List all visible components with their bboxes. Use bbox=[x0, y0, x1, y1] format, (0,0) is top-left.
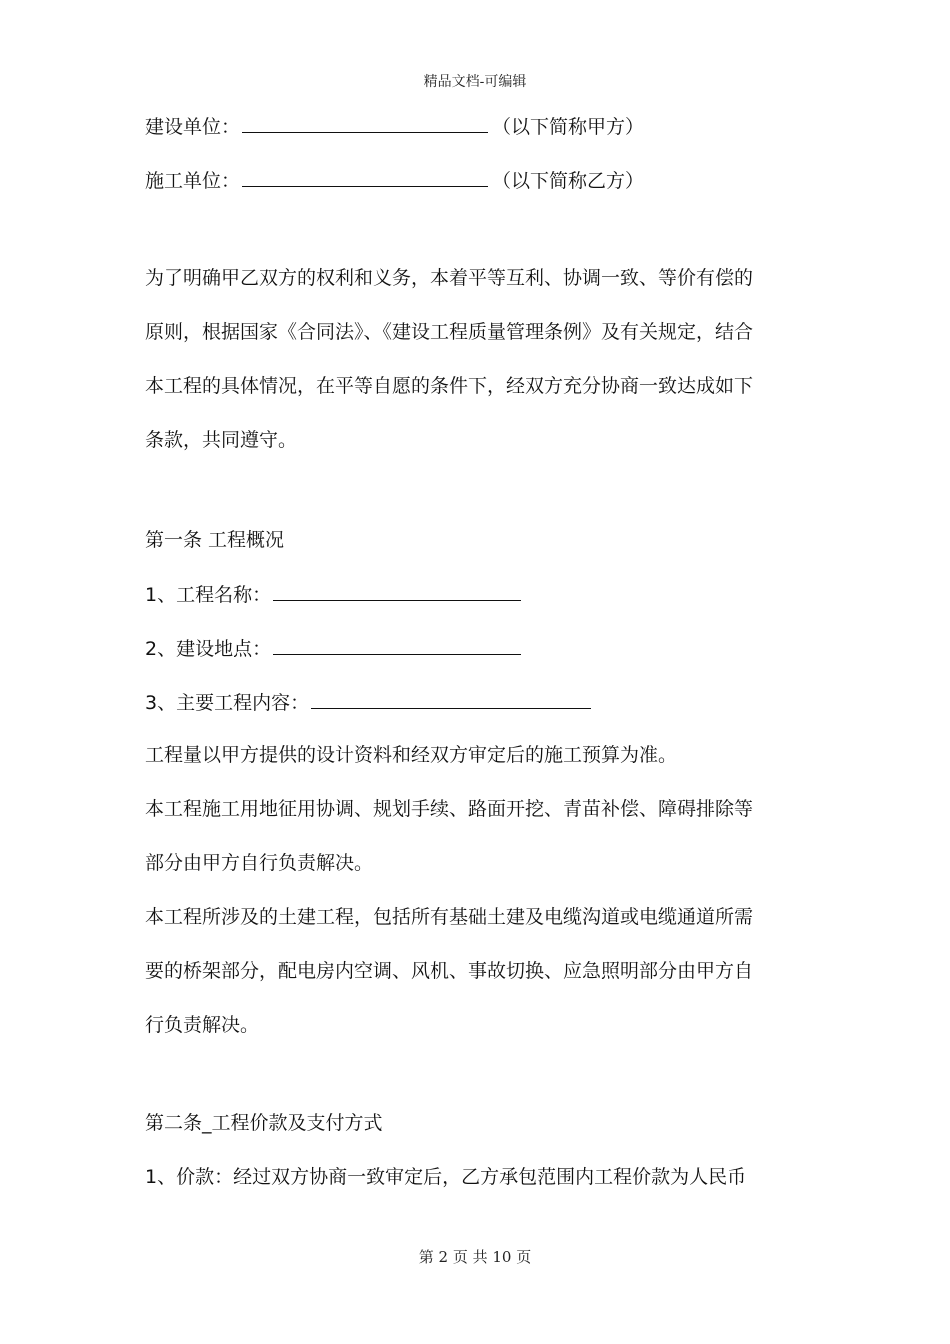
civil-works-paragraph-line: 本工程所涉及的土建工程，包括所有基础土建及电缆沟道或电缆通道所需 bbox=[145, 906, 754, 928]
preamble-line: 为了明确甲乙双方的权利和义务，本着平等互利、协调一致、等价有偿的 bbox=[145, 267, 754, 289]
land-use-paragraph-line: 本工程施工用地征用协调、规划手续、路面开挖、青苗补偿、障碍排除等 bbox=[145, 798, 754, 820]
price-line: 1、价款：经过双方协商一致审定后，乙方承包范围内工程价款为人民币 bbox=[145, 1166, 747, 1188]
builder-note: （以下简称甲方） bbox=[492, 116, 645, 138]
main-content-blank[interactable] bbox=[311, 690, 591, 709]
land-use-paragraph-line: 部分由甲方自行负责解决。 bbox=[145, 852, 374, 874]
civil-works-paragraph-line: 行负责解决。 bbox=[145, 1014, 260, 1036]
quantity-paragraph: 工程量以甲方提供的设计资料和经双方审定后的施工预算为准。 bbox=[145, 744, 678, 766]
site-location-line bbox=[145, 636, 525, 661]
site-location-blank[interactable] bbox=[273, 636, 521, 655]
page-footer: 第 2 页 共 10 页 bbox=[418, 1248, 532, 1266]
civil-works-paragraph-line: 要的桥架部分，配电房内空调、风机、事故切换、应急照明部分由甲方自 bbox=[145, 960, 754, 982]
builder-blank[interactable] bbox=[242, 114, 488, 133]
builder-label: 建设单位： bbox=[145, 116, 241, 138]
preamble-line: 条款，共同遵守。 bbox=[145, 429, 298, 451]
contractor-blank[interactable] bbox=[242, 168, 488, 187]
preamble-line: 原则，根据国家《合同法》、《建设工程质量管理条例》及有关规定，结合 bbox=[145, 321, 754, 343]
site-location-label: 2、建设地点： bbox=[145, 638, 272, 660]
main-content-label: 3、主要工程内容： bbox=[145, 692, 310, 714]
article2-title: 第二条_工程价款及支付方式 bbox=[145, 1112, 383, 1134]
project-name-label: 1、工程名称： bbox=[145, 584, 272, 606]
main-content-line bbox=[145, 690, 595, 715]
contractor-note: （以下简称乙方） bbox=[492, 170, 645, 192]
contractor-line bbox=[145, 168, 644, 193]
page-header: 精品文档-可编辑 bbox=[423, 74, 527, 90]
contractor-label: 施工单位： bbox=[145, 170, 241, 192]
article1-title: 第一条 工程概况 bbox=[145, 529, 285, 551]
builder-line bbox=[145, 114, 644, 139]
project-name-blank[interactable] bbox=[273, 582, 521, 601]
project-name-line bbox=[145, 582, 525, 607]
preamble-line: 本工程的具体情况，在平等自愿的条件下，经双方充分协商一致达成如下 bbox=[145, 375, 754, 397]
